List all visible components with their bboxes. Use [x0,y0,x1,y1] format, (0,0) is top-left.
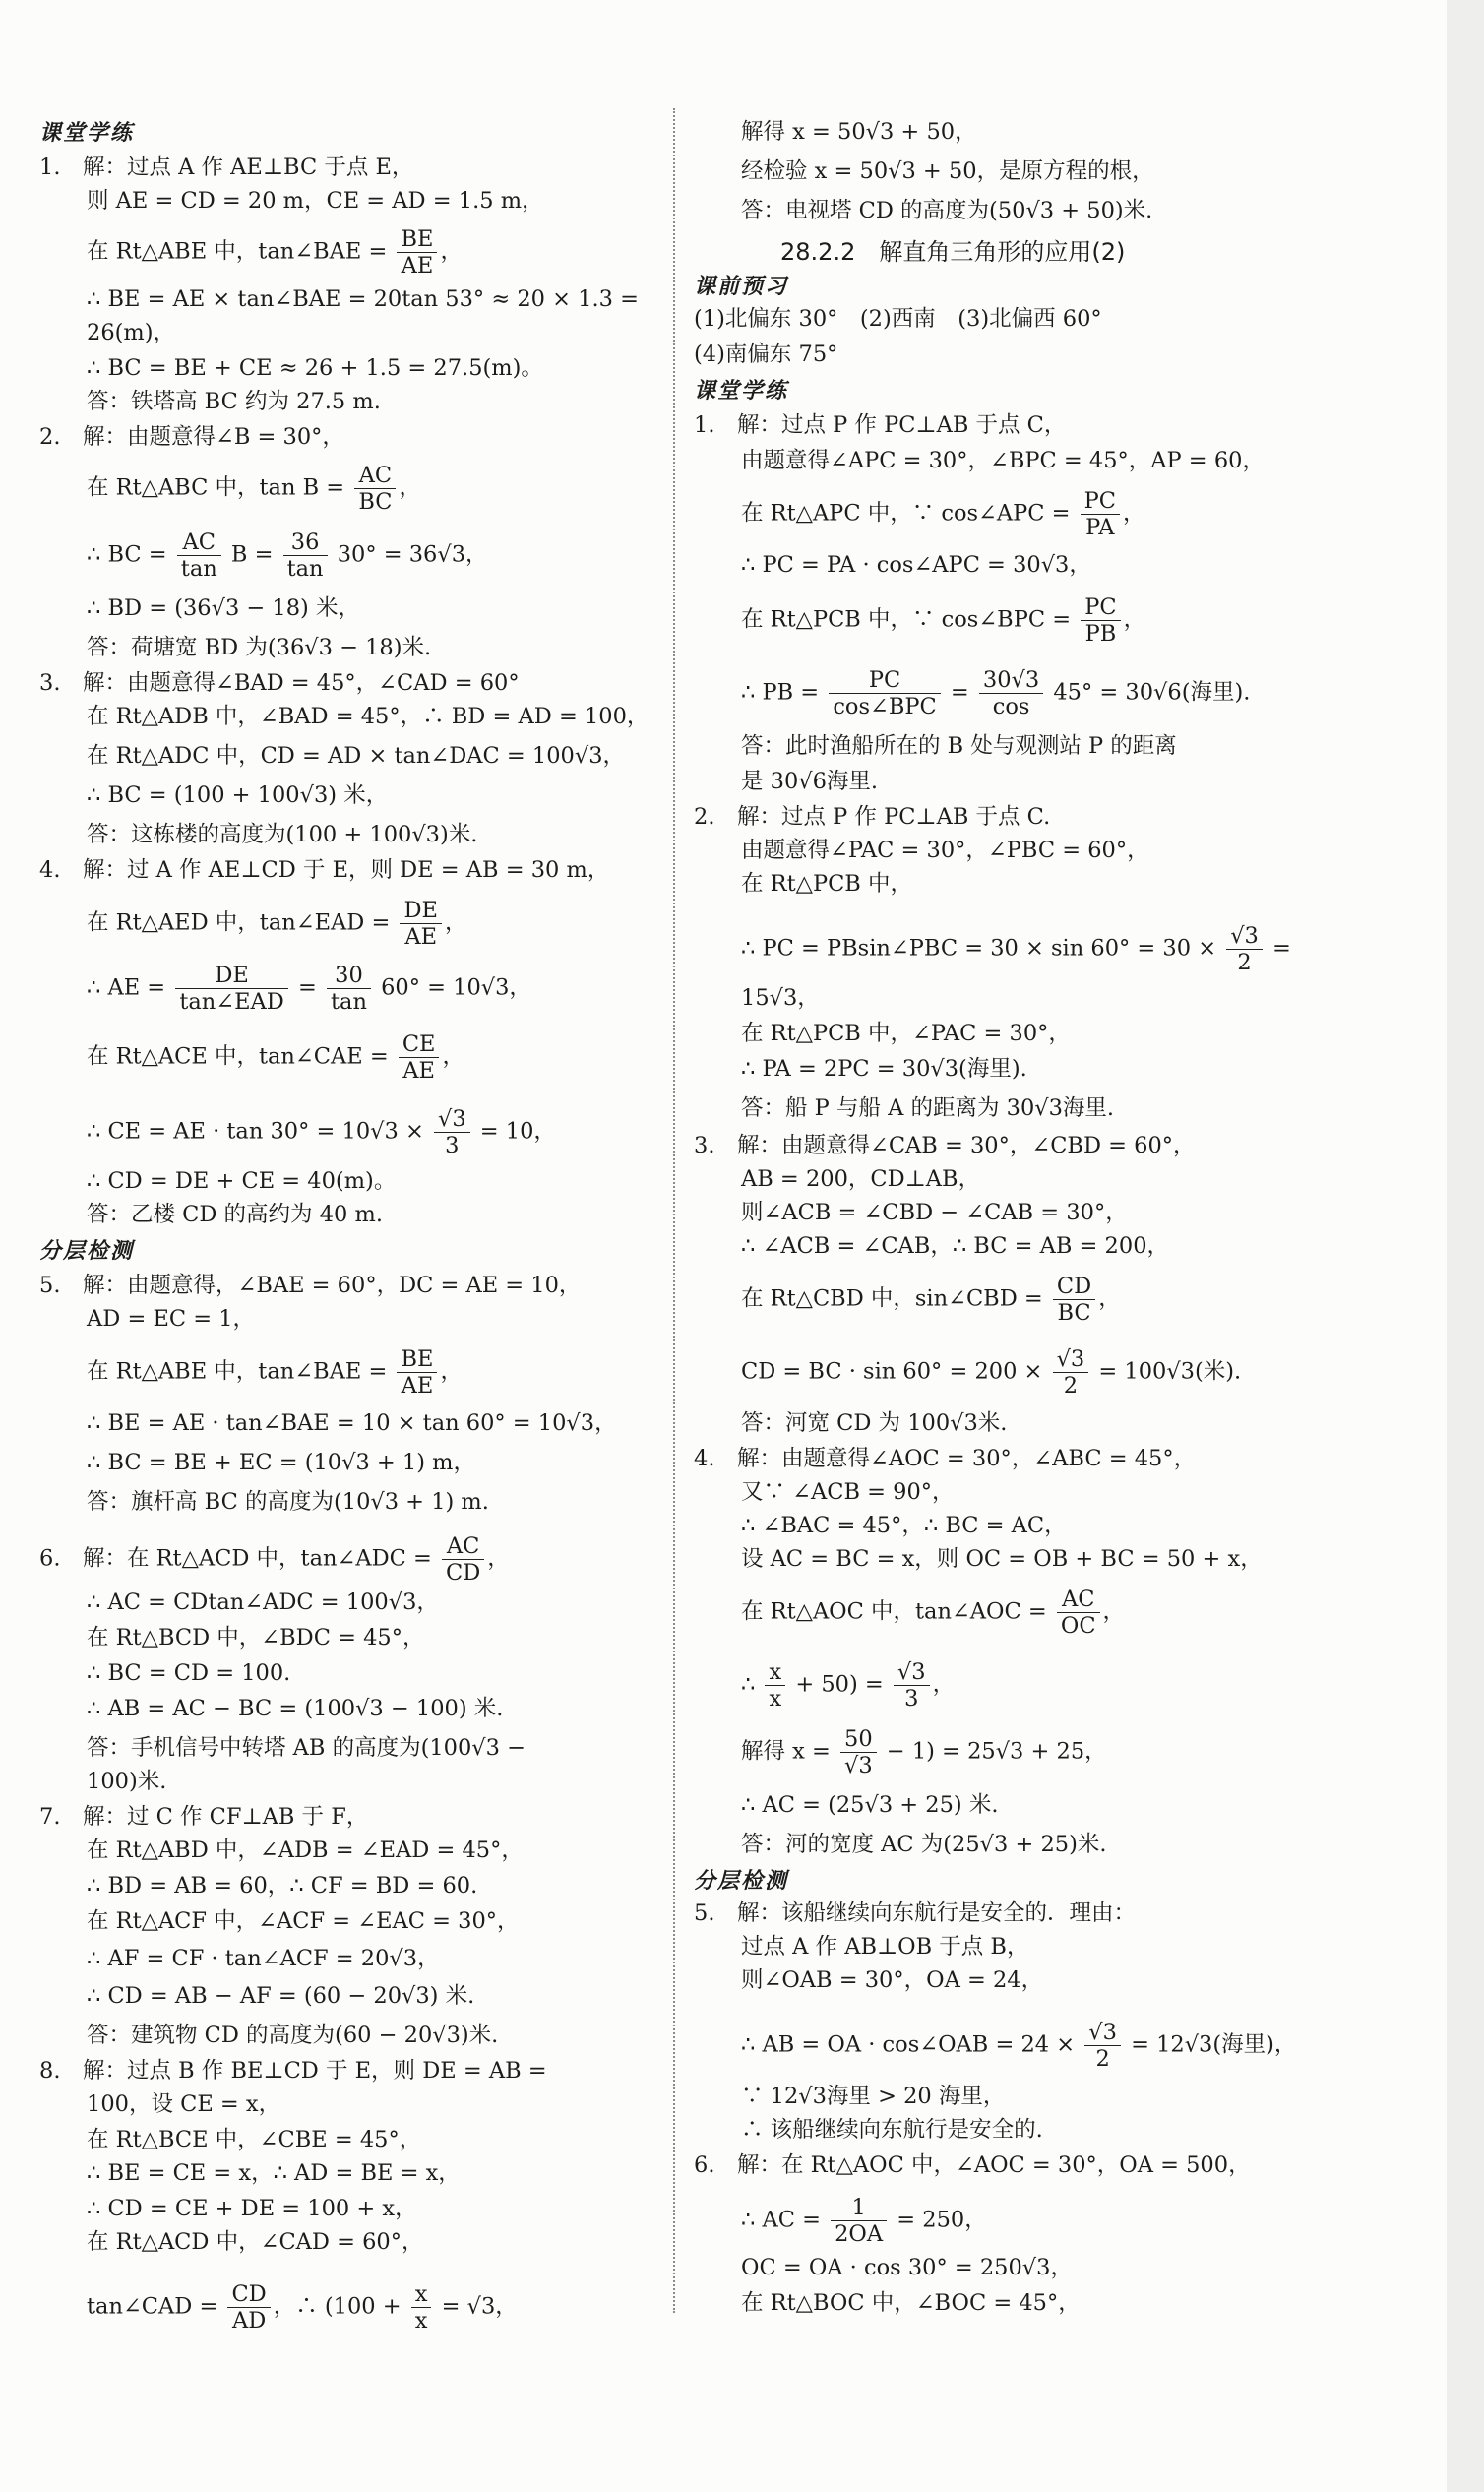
solution-line: 8. 解：过点 B 作 BE⊥CD 于 E，则 DE = AB = [39,2058,547,2084]
solution-line: ∴ ∠ACB = ∠CAB，∴ BC = AB = 200， [741,1233,1170,1259]
solution-line: 解得 x = 50√3 + 50， [741,119,977,145]
solution-line: 答：旗杆高 BC 的高度为(10√3 + 1) m. [87,1489,489,1515]
solution-line: 又∵ ∠ACB = 90°， [741,1479,955,1505]
solution-line: ∴ AC = CDtan∠ADC = 100√3， [87,1589,439,1615]
solution-line: ∴ PC = PA · cos∠APC = 30√3， [741,552,1091,578]
solution-line: 在 Rt△BOC 中，∠BOC = 45°， [741,2290,1081,2316]
solution-line: ∴ 该船继续向东航行是安全的. [741,2117,1043,2143]
solution-line: 答：河宽 CD 为 100√3米. [741,1410,1008,1436]
solution-line: 4. 解：过 A 作 AE⊥CD 于 E，则 DE = AB = 30 m， [39,857,610,883]
solution-line: 答：此时渔船所在的 B 处与观测站 P 的距离 [741,733,1177,759]
solution-line: ∴ BE = AE · tan∠BAE = 10 × tan 60° = 10√3， [87,1410,617,1436]
section-subtitle: 28.2.2 解直角三角形的应用(2) [780,238,1126,266]
solution-line: ∴ AB = AC − BC = (100√3 − 100) 米. [87,1696,504,1721]
solution-line: ∴ PA = 2PC = 30√3(海里). [741,1056,1027,1082]
solution-line: 答：乙楼 CD 的高约为 40 m. [87,1202,383,1227]
solution-line: ∴ AF = CF · tan∠ACF = 20√3， [87,1946,440,1971]
solution-line: (4)南偏东 75° [694,342,838,367]
solution-line: 在 Rt△ABE 中，tan∠BAE = $\frac{BE}{AE}$ ， [87,1346,463,1399]
solution-line: 是 30√6海里. [741,769,879,794]
solution-line: 设 AC = BC = x，则 OC = OB + BC = 50 + x， [741,1546,1263,1572]
solution-line: 在 Rt△PCB 中，∠PAC = 30°， [741,1021,1071,1046]
solution-line: ∴ AE = $\frac{DE}{\text{tan∠EAD}}$ = $\frac{30}{\tan}$ 60° = 10√3， [87,963,531,1015]
solution-line: 则∠OAB = 30°，OA = 24， [741,1967,1044,1993]
solution-line: 过点 A 作 AB⊥OB 于点 B， [741,1934,1029,1960]
solution-line: ∴ CE = AE · tan 30° = 10√3 × $\frac{√3}{3}$ = 10， [87,1106,556,1158]
solution-line: AD = EC = 1， [87,1306,256,1332]
solution-line: ∴ PC = PBsin∠PBC = 30 × sin 60° = 30 × $\frac{√3}{2}$ = [741,923,1291,975]
solution-line: 经检验 x = 50√3 + 50，是原方程的根， [741,158,1154,184]
solution-line: 1. 解：过点 P 作 PC⊥AB 于点 C， [694,412,1067,438]
solution-line: 答：船 P 与船 A 的距离为 30√3海里. [741,1095,1115,1121]
solution-line: ∴ CD = CE + DE = 100 + x， [87,2196,417,2221]
solution-line: ∴ BE = CE = x，∴ AD = BE = x， [87,2160,461,2186]
solution-line: 答：这栋楼的高度为(100 + 100√3)米. [87,822,478,847]
solution-line: OC = OA · cos 30° = 250√3， [741,2255,1073,2280]
solution-line: ∴ BE = AE × tan∠BAE = 20tan 53° ≈ 20 × 1.3 = [87,286,639,312]
solution-line: 在 Rt△AED 中，tan∠EAD = $\frac{DE}{AE}$ ， [87,898,467,950]
solution-line: 在 Rt△PCB 中，∵ cos∠BPC = $\frac{PC}{PB}$ ， [741,594,1146,647]
solution-line: ∴ CD = DE + CE = 40(m)。 [87,1168,397,1194]
solution-line: ∴ BC = $\frac{AC}{\tan}$ B = $\frac{36}{\tan}$ 30° = 36√3， [87,530,488,582]
solution-line: 答：电视塔 CD 的高度为(50√3 + 50)米. [741,198,1153,223]
solution-line: 在 Rt△ABC 中，tan B = $\frac{AC}{BC}$ ， [87,463,421,515]
solution-line: 在 Rt△CBD 中，sin∠CBD = $\frac{CD}{BC}$ ， [741,1274,1121,1326]
solution-line: 6. 解：在 Rt△AOC 中，∠AOC = 30°，OA = 500， [694,2152,1251,2178]
solution-line: 答：河的宽度 AC 为(25√3 + 25)米. [741,1832,1107,1857]
column-divider [673,108,675,2313]
solution-line: tan∠CAD = $\frac{CD}{AD}$ ，∴ (100 + $\frac{x}{x}$ = √3， [87,2281,518,2334]
solution-line: 在 Rt△ACE 中，tan∠CAE = $\frac{CE}{AE}$ ， [87,1031,464,1084]
solution-line: ∴ BC = CD = 100. [87,1660,291,1686]
solution-line: 在 Rt△AOC 中，tan∠AOC = $\frac{AC}{OC}$ ， [741,1587,1126,1639]
solution-line: ∴ ∠BAC = 45°，∴ BC = AC， [741,1513,1067,1538]
solution-line: 在 Rt△APC 中，∵ cos∠APC = $\frac{PC}{PA}$ ， [741,488,1145,540]
section-heading: 课堂学练 [39,121,135,146]
solution-line: 在 Rt△ACF 中，∠ACF = ∠EAC = 30°， [87,1908,520,1934]
solution-line: 则 AE = CD = 20 m，CE = AD = 1.5 m， [87,188,544,214]
solution-line: 由题意得∠PAC = 30°，∠PBC = 60°， [741,838,1149,863]
solution-line: 100)米. [87,1769,167,1794]
solution-line: ∴ AB = OA · cos∠OAB = 24 × $\frac{√3}{2}$ = 12√3(海里)， [741,2020,1297,2072]
solution-line: 2. 解：由题意得∠B = 30°， [39,424,344,450]
solution-line: 100，设 CE = x， [87,2091,281,2117]
solution-line: 2. 解：过点 P 作 PC⊥AB 于点 C. [694,804,1051,830]
solution-line: 在 Rt△ACD 中，∠CAD = 60°， [87,2229,424,2255]
solution-line: ∴ BD = AB = 60，∴ CF = BD = 60. [87,1873,478,1899]
solution-line: ∴ BC = BE + EC = (10√3 + 1) m， [87,1450,476,1475]
solution-line: 则∠ACB = ∠CBD − ∠CAB = 30°， [741,1200,1128,1225]
solution-line: (1)北偏东 30° (2)西南 (3)北偏西 60° [694,306,1102,332]
solution-line: 5. 解：由题意得，∠BAE = 60°，DC = AE = 10， [39,1273,582,1298]
solution-line: 在 Rt△ADB 中，∠BAD = 45°，∴ BD = AD = 100， [87,704,649,729]
solution-line: 3. 解：由题意得∠CAB = 30°，∠CBD = 60°， [694,1133,1196,1158]
solution-line: 由题意得∠APC = 30°，∠BPC = 45°，AP = 60， [741,448,1265,473]
solution-line: 在 Rt△ABD 中，∠ADB = ∠EAD = 45°， [87,1838,524,1863]
solution-line: 7. 解：过 C 作 CF⊥AB 于 F， [39,1804,369,1830]
solution-line: 答：铁塔高 BC 约为 27.5 m. [87,389,381,414]
solution-line: 在 Rt△BCE 中，∠CBE = 45°， [87,2127,422,2152]
solution-line: 答：荷塘宽 BD 为(36√3 − 18)米. [87,635,432,660]
solution-line: 4. 解：由题意得∠AOC = 30°，∠ABC = 45°， [694,1446,1197,1471]
solution-line: ∴ BC = (100 + 100√3) 米， [87,782,389,808]
solution-line: ∴ AC = $\frac{1}{2OA}$ = 250， [741,2195,987,2247]
section-heading: 课前预习 [694,275,789,299]
solution-line: ∴ BD = (36√3 − 18) 米， [87,595,360,621]
solution-line: 答：手机信号中转塔 AB 的高度为(100√3 − [87,1735,526,1761]
solution-line: 26(m)， [87,320,176,345]
section-heading: 课堂学练 [694,379,789,404]
solution-line: 6. 解：在 Rt△ACD 中，tan∠ADC = $\frac{AC}{CD}$ ， [39,1533,510,1586]
solution-line: ∴ BC = BE + CE ≈ 26 + 1.5 = 27.5(m)。 [87,355,543,381]
solution-line: 3. 解：由题意得∠BAD = 45°，∠CAD = 60° [39,670,520,696]
solution-line: ∵ 12√3海里 > 20 海里， [741,2084,1006,2109]
solution-line: 5. 解：该船继续向东航行是安全的．理由： [694,1900,1136,1926]
section-heading: 分层检测 [39,1239,135,1264]
solution-line: 15√3， [741,985,820,1011]
solution-line: ∴ CD = AB − AF = (60 − 20√3) 米. [87,1983,475,2009]
solution-line: AB = 200，CD⊥AB， [741,1166,981,1192]
solution-line: 在 Rt△ABE 中，tan∠BAE = $\frac{BE}{AE}$ ， [87,226,463,279]
page-edge [1447,0,1484,2492]
solution-line: ∴ PB = $\frac{PC}{\text{cos∠BPC}}$ = $\frac{30√3}{\cos}$ 45° = 30√6(海里). [741,667,1251,719]
solution-line: 在 Rt△BCD 中，∠BDC = 45°， [87,1625,425,1651]
solution-line: CD = BC · sin 60° = 200 × $\frac{√3}{2}$ = 100√3(米). [741,1346,1242,1399]
solution-line: 解得 x = $\frac{50}{√3}$ − 1) = 25√3 + 25， [741,1726,1107,1778]
section-heading: 分层检测 [694,1869,789,1894]
solution-line: 在 Rt△ADC 中，CD = AD × tan∠DAC = 100√3， [87,743,626,769]
solution-line: ∴ AC = (25√3 + 25) 米. [741,1792,999,1818]
solution-line: 1. 解：过点 A 作 AE⊥BC 于点 E， [39,155,414,180]
solution-line: ∴ $\frac{x}{x}$ + 50) = $\frac{√3}{3}$ ， [741,1659,956,1712]
solution-line: 在 Rt△PCB 中， [741,871,912,897]
solution-line: 答：建筑物 CD 的高度为(60 − 20√3)米. [87,2023,499,2048]
